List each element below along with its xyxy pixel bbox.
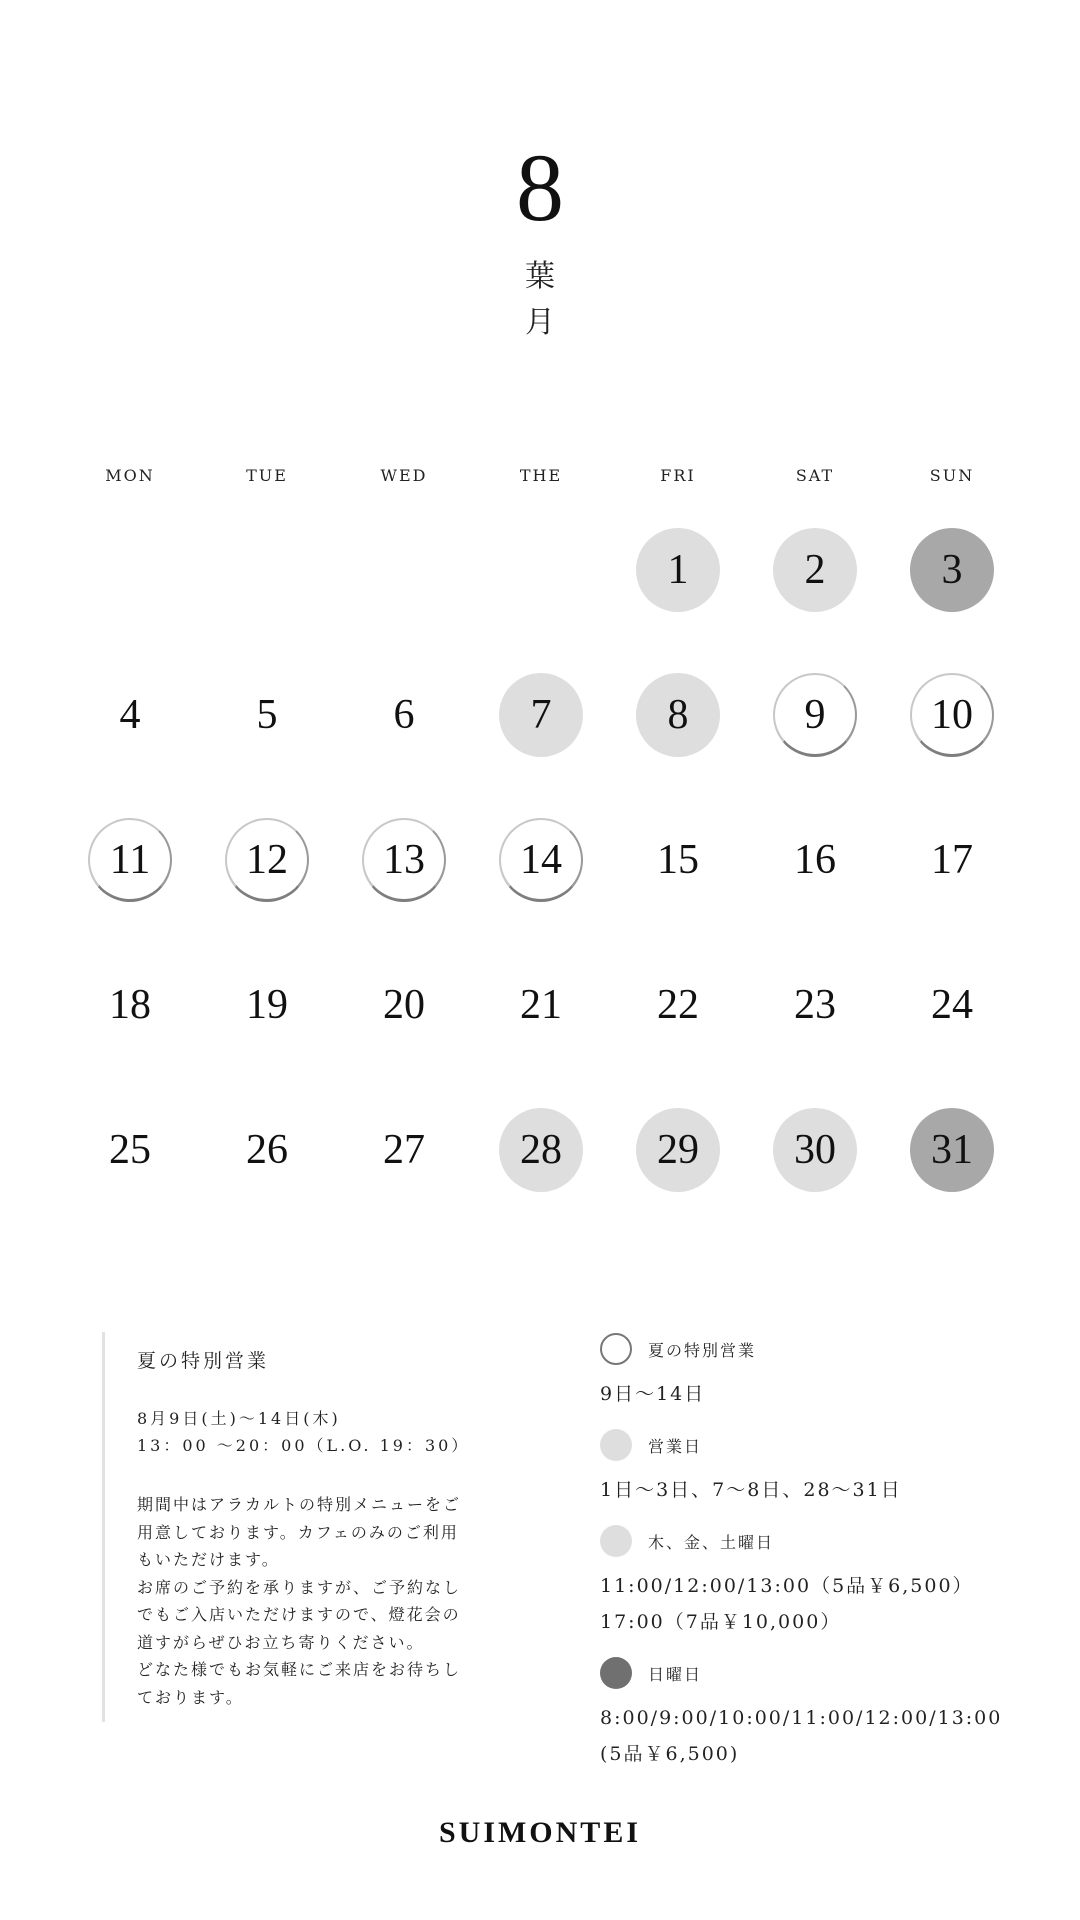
notice-date-range: 8月9日(土)〜14日(木)	[137, 1409, 341, 1428]
ring-circle-icon	[600, 1333, 632, 1365]
legend-open-days: 1日〜3日、7〜8日、28〜31日	[600, 1479, 902, 1501]
legend-sunday-label: 日曜日	[648, 1664, 703, 1684]
legend-sunday-time-line: (5品￥6,500)	[600, 1743, 740, 1765]
legend-weekday-time-line: 17:00（7品￥10,000）	[600, 1611, 842, 1633]
notice-line: お席のご予約を承りますが、ご予約なし	[137, 1577, 462, 1597]
weekday-wed: WED	[380, 466, 428, 485]
calendar-day-2: 2	[773, 528, 857, 612]
calendar-day-22: 22	[657, 982, 699, 1028]
calendar-day-24: 24	[931, 982, 973, 1028]
legend-sunday-times	[600, 1700, 1060, 1772]
notice-line: 期間中はアラカルトの特別メニューをご	[137, 1495, 462, 1514]
calendar-day-23: 23	[794, 982, 836, 1028]
legend-special-label: 夏の特別営業	[648, 1340, 757, 1360]
calendar-day-14: 14	[499, 818, 583, 902]
weekday-sat: SAT	[795, 466, 835, 485]
legend-open-label: 営業日	[648, 1436, 703, 1456]
month-number: 8	[516, 134, 564, 241]
light-circle-icon	[600, 1429, 632, 1461]
legend-sunday-time-line: 8:00/9:00/10:00/11:00/12:00/13:00	[600, 1707, 1003, 1729]
notice-time-range: 13：00 〜20：00（L.O. 19：30）	[137, 1436, 471, 1455]
legend-sunday	[600, 1656, 1060, 1690]
calendar-day-15: 15	[657, 837, 699, 883]
calendar-day-17: 17	[931, 837, 973, 883]
notice-line: もいただけます。	[137, 1550, 280, 1569]
month-name-char-1: 葉	[525, 259, 555, 294]
legend-special-days: 9日〜14日	[600, 1383, 706, 1405]
notice-line: 用意しております。カフェのみのご利用	[137, 1522, 459, 1542]
legend-open	[600, 1428, 1060, 1462]
notice-line: 道すがらぜひお立ち寄りください。	[137, 1632, 425, 1652]
calendar-day-30: 30	[773, 1108, 857, 1192]
calendar-day-12: 12	[225, 818, 309, 902]
calendar-day-6: 6	[393, 692, 415, 738]
calendar-day-18: 18	[109, 982, 151, 1028]
weekday-sun: SUN	[929, 466, 975, 485]
calendar-day-5: 5	[256, 692, 278, 738]
weekday-tue: TUE	[246, 466, 288, 485]
brand-logo: SUIMONTEI	[438, 1816, 642, 1849]
calendar-day-29: 29	[636, 1108, 720, 1192]
notice-title: 夏の特別営業	[137, 1350, 270, 1372]
calendar-day-3: 3	[910, 528, 994, 612]
dark-circle-icon	[600, 1657, 632, 1689]
notice-line: ております。	[137, 1687, 244, 1707]
legend-weekday	[600, 1524, 1060, 1558]
legend-weekday-times	[600, 1568, 1060, 1640]
calendar-day-4: 4	[119, 692, 141, 738]
calendar-day-13: 13	[362, 818, 446, 902]
notice-line: でもご入店いただけますので、燈花会の	[137, 1605, 461, 1624]
calendar-day-11: 11	[88, 818, 172, 902]
weekday-mon: MON	[105, 466, 155, 485]
light-circle-icon	[600, 1525, 632, 1557]
legend-weekday-time-line: 11:00/12:00/13:00（5品￥6,500）	[600, 1575, 974, 1597]
calendar-day-20: 20	[383, 982, 425, 1028]
calendar-day-16: 16	[794, 837, 836, 883]
legend-special	[600, 1332, 1060, 1366]
calendar-day-27: 27	[383, 1127, 425, 1173]
calendar-day-8: 8	[636, 673, 720, 757]
calendar-day-26: 26	[246, 1127, 288, 1173]
calendar-day-25: 25	[109, 1127, 151, 1173]
notice-line: どなた様でもお気軽にご来店をお待ちし	[137, 1660, 462, 1679]
calendar-day-10: 10	[910, 673, 994, 757]
calendar-day-7: 7	[499, 673, 583, 757]
legend	[600, 1332, 1060, 1772]
special-notice	[102, 1332, 492, 1722]
weekday-thu: THE	[519, 466, 563, 485]
calendar-day-28: 28	[499, 1108, 583, 1192]
month-name-char-2: 月	[525, 305, 555, 340]
notice-body	[137, 1491, 492, 1711]
weekday-fri: FRI	[660, 466, 696, 485]
calendar-day-9: 9	[773, 673, 857, 757]
calendar-day-1: 1	[636, 528, 720, 612]
notice-dates	[137, 1405, 492, 1459]
calendar-day-31: 31	[910, 1108, 994, 1192]
calendar-day-21: 21	[520, 982, 562, 1028]
legend-weekday-label: 木、金、土曜日	[648, 1532, 775, 1552]
calendar-day-19: 19	[246, 982, 288, 1028]
